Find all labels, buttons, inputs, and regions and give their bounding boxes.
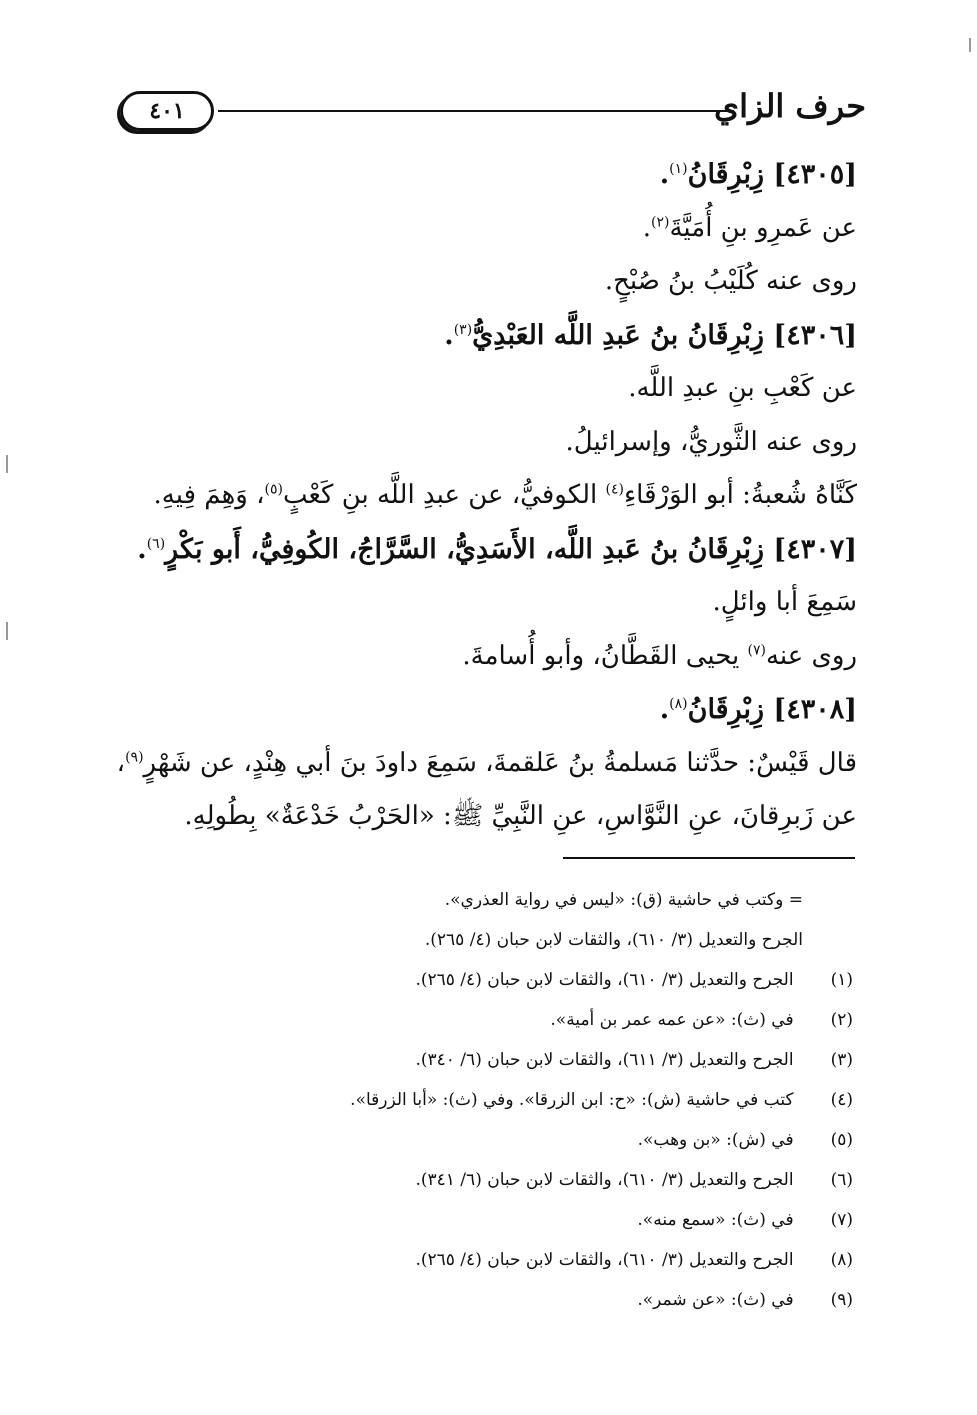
scan-mark <box>6 455 8 473</box>
text-line: عن كَعْبِ بنِ عبدِ اللَّه. <box>628 373 857 403</box>
footnote-2: (٢) في (ث): «عن عمه عمر بن أمية». <box>550 1010 853 1030</box>
scan-mark <box>969 38 971 52</box>
text-line: روى عنه$^{(٧)}$ يحيى القَطَّانُ، وأبو أُسامةَ. <box>462 640 857 671</box>
footnote-3: (٣) الجرح والتعديل (٣/ ٦١١)، والثقات لابن حبان (٦/ ٣٤٠). <box>415 1050 853 1070</box>
footnote-continued: = وكتب في حاشية (ق): «ليس في رواية العذري». <box>444 890 803 910</box>
footnote-7: (٧) في (ث): «سمع منه». <box>637 1210 853 1230</box>
footnote-4: (٤) كتب في حاشية (ش): «ح: ابن الزرقا». وفي (ث): «أبا الزرقا». <box>350 1090 853 1110</box>
text-line: سَمِعَ أبا وائلٍ. <box>712 587 857 617</box>
text-line: عن زَبرِقانَ، عنِ النَّوَّاسِ، عنِ النَّبِيِّ ﷺ: «الحَرْبُ خَدْعَةٌ» بِطُولِهِ. <box>184 801 857 831</box>
footnotes <box>120 880 853 1320</box>
text-line: عن عَمرِو بنِ أُمَيَّةَ$^{(٢)}$. <box>642 212 857 243</box>
text-line: قال قَيْسٌ: حدَّثنا مَسلمةُ بنُ عَلقمةَ، سَمِعَ داودَ بنَ أبي هِنْدٍ، عن شَهْرٍ$^{(٩)}$، <box>116 747 857 778</box>
footnote-continued: الجرح والتعديل (٣/ ٦١٠)، والثقات لابن حبان (٤/ ٢٦٥). <box>424 930 803 950</box>
page-number-badge: ٤٠١ <box>120 91 214 131</box>
main-text <box>112 148 857 844</box>
footnote-1: (١) الجرح والتعديل (٣/ ٦١٠)، والثقات لابن حبان (٤/ ٢٦٥). <box>415 970 853 990</box>
text-line: روى عنه كُلَيْبُ بنُ صُبْحٍ. <box>604 266 857 296</box>
entry-heading-4308: [٤٣٠٨] زِبْرِقَانُ$^{(٨)}$. <box>659 694 857 725</box>
footnote-8: (٨) الجرح والتعديل (٣/ ٦١٠)، والثقات لابن حبان (٤/ ٢٦٥). <box>415 1250 853 1270</box>
header-rule <box>218 110 734 112</box>
entry-heading-4306: [٤٣٠٦] زِبْرِقَانُ بنُ عَبدِ اللَّه العَبْدِيُّ$^{(٣)}$. <box>444 319 857 351</box>
entry-heading-4307: [٤٣٠٧] زِبْرِقَانُ بنُ عَبدِ اللَّه، الأَسَدِيُّ، السَّرَّاجُ، الكُوفِيُّ، أَبو بَكْرٍ$^{(٦)}$. <box>137 533 857 565</box>
footnote-6: (٦) الجرح والتعديل (٣/ ٦١٠)، والثقات لابن حبان (٦/ ٣٤١). <box>415 1170 853 1190</box>
footnote-9: (٩) في (ث): «عن شمر». <box>637 1290 853 1310</box>
text-line: كَنَّاهُ شُعبةُ: أبو الوَرْقَاءِ$^{(٤)}$ الكوفيُّ، عن عبدِ اللَّه بنِ كَعْبٍ$^{(٥)}$، وَهِمَ فِيهِ. <box>153 480 857 510</box>
scan-mark <box>6 622 8 640</box>
text-line: روى عنه الثَّوريُّ، وإسرائيلُ. <box>565 426 857 457</box>
entry-heading-4305: [٤٣٠٥] زِبْرِقَانُ$^{(١)}$. <box>659 159 857 190</box>
running-title: حرف الزاي <box>714 87 866 125</box>
page-header <box>110 85 866 135</box>
footnote-separator <box>563 857 855 859</box>
footnote-5: (٥) في (ش): «بن وهب». <box>637 1130 853 1150</box>
